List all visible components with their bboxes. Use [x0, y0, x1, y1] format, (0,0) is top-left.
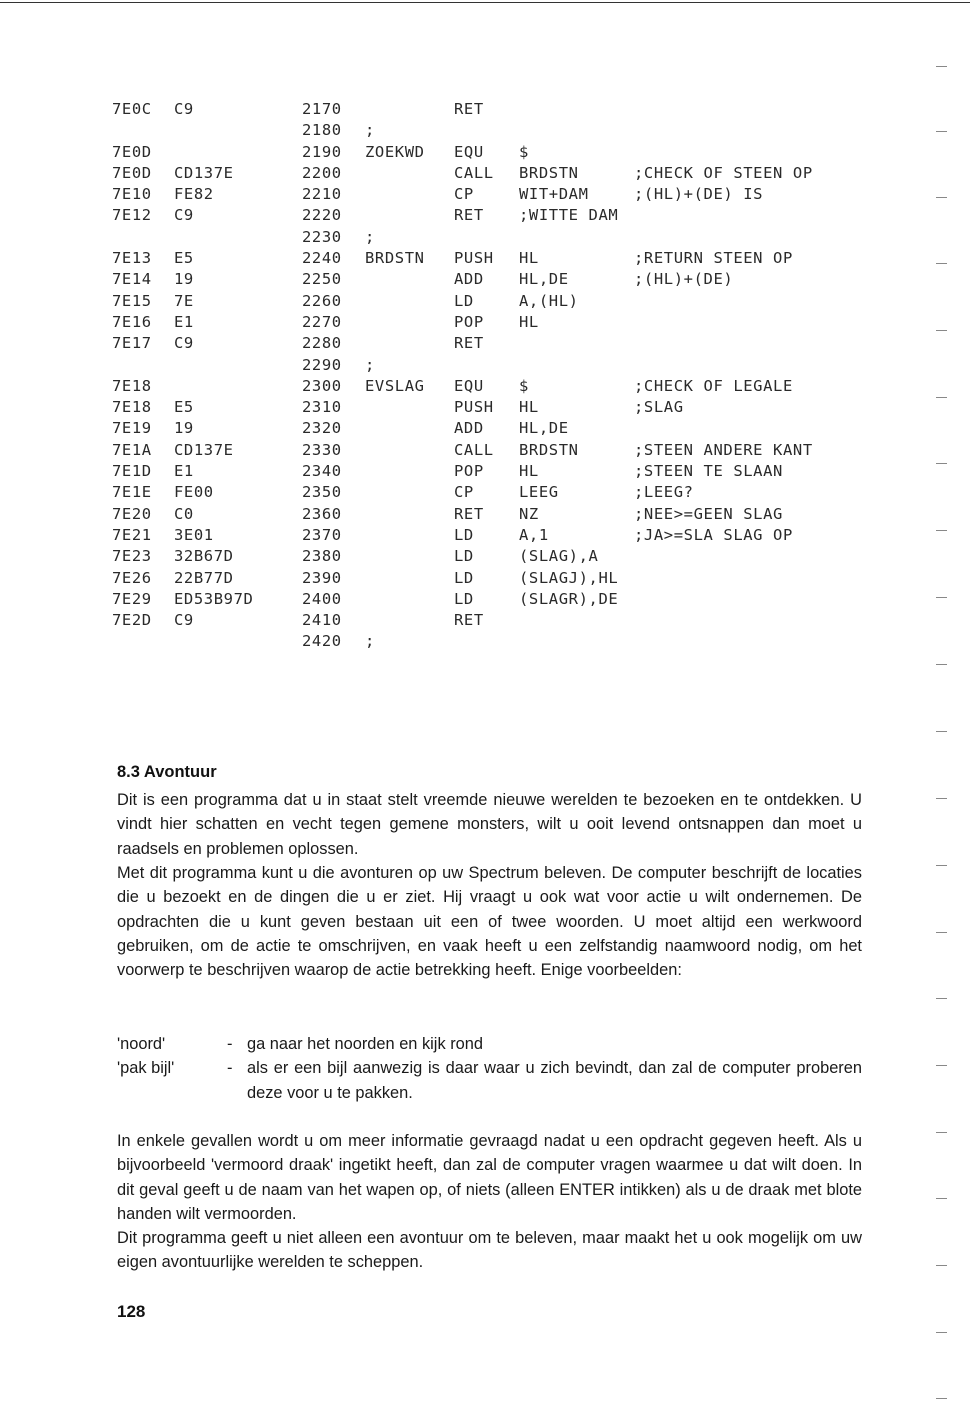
code-comment: ;SLAG: [634, 398, 684, 417]
code-line: [112, 462, 872, 483]
code-bytes: C9: [174, 206, 194, 225]
code-address: 7E1D: [112, 462, 152, 481]
code-bytes: C9: [174, 334, 194, 353]
code-bytes: 19: [174, 419, 194, 438]
code-line-number: 2380: [302, 547, 342, 566]
code-opcode: LD: [454, 589, 474, 608]
code-label: ZOEKWD: [365, 142, 425, 161]
code-line-number: 2320: [302, 419, 342, 438]
code-line-number: 2300: [302, 376, 342, 395]
example-command: 'noord': [117, 1035, 166, 1053]
code-line-number: 2310: [302, 398, 342, 417]
code-operand: HL: [519, 462, 539, 481]
code-opcode: EQU: [454, 142, 484, 161]
code-bytes: 22B77D: [174, 568, 234, 587]
examples-list: [117, 1032, 862, 1105]
code-address: 7E19: [112, 419, 152, 438]
code-line: [112, 121, 872, 142]
code-line: [112, 377, 872, 398]
code-line: [112, 483, 872, 504]
code-operand: A,(HL): [519, 291, 579, 310]
code-address: 7E18: [112, 376, 152, 395]
code-line: [112, 569, 872, 590]
code-operand: (SLAGR),DE: [519, 589, 619, 608]
example-item: [117, 1032, 862, 1056]
code-operand: ;WITTE DAM: [519, 206, 619, 225]
example-description: als er een bijl aanwezig is daar waar u zich bevindt, dan zal de computer proberen deze voor u te pakken.: [247, 1059, 862, 1102]
paragraph-commands: Met dit programma kunt u die avonturen op uw Spectrum beleven. De computer beschrijft de locaties die u bezoekt en de dingen die u er ziet. Hij vraagt u ook wat voor actie u wilt ondernemen. De opdrachten die u kunt geven bestaan uit een of twee woorden. U moet altijd een werkwoord gebruiken, om de actie te omschrijven, en vaak heeft u een zelfstandig naamwoord nodig, om het voorwerp te beschrijven waarop de actie betrekking heeft. Enige voorbeelden:: [117, 864, 862, 980]
code-bytes: 19: [174, 270, 194, 289]
code-address: 7E18: [112, 398, 152, 417]
code-bytes: 3E01: [174, 525, 214, 544]
code-line-number: 2210: [302, 185, 342, 204]
code-address: 7E29: [112, 589, 152, 608]
code-bytes: E1: [174, 462, 194, 481]
code-line: [112, 356, 872, 377]
code-opcode: LD: [454, 568, 474, 587]
code-address: 7E12: [112, 206, 152, 225]
code-opcode: LD: [454, 291, 474, 310]
code-line: [112, 270, 872, 291]
paragraph-intro: Dit is een programma dat u in staat stelt vreemde nieuwe werelden te bezoeken en te ontdekken. U vindt hier schatten en vecht tegen gemene monsters, wilt u ooit levend ontsnappen dan moet u raadsels en problemen oplossen.: [117, 791, 862, 858]
code-bytes: C0: [174, 504, 194, 523]
code-opcode: POP: [454, 462, 484, 481]
code-address: 7E21: [112, 525, 152, 544]
code-line: [112, 547, 872, 568]
code-bytes: 32B67D: [174, 547, 234, 566]
code-line: [112, 398, 872, 419]
code-label: BRDSTN: [365, 249, 425, 268]
example-dash: -: [227, 1059, 233, 1078]
code-address: 7E1E: [112, 483, 152, 502]
code-opcode: LD: [454, 547, 474, 566]
code-operand: BRDSTN: [519, 440, 579, 459]
code-comment: ;(HL)+(DE) IS: [634, 185, 764, 204]
code-bytes: CD137E: [174, 440, 234, 459]
code-address: 7E2D: [112, 611, 152, 630]
paragraph-more-info: In enkele gevallen wordt u om meer informatie gevraagd nadat u een opdracht gegeven heeft. Als u bijvoorbeeld 'vermoord draak' ingetikt heeft, dan zal de computer vragen waarmee u dat wilt doen. In dit geval geeft u de naam van het wapen op, of niets (alleen ENTER intikken) als u de draak met blote handen wilt vermoorden.: [117, 1132, 862, 1223]
code-bytes: E5: [174, 249, 194, 268]
code-opcode: ADD: [454, 270, 484, 289]
code-opcode: RET: [454, 611, 484, 630]
code-line-number: 2270: [302, 312, 342, 331]
code-operand: HL,DE: [519, 419, 569, 438]
code-opcode: RET: [454, 504, 484, 523]
code-address: 7E23: [112, 547, 152, 566]
code-bytes: E5: [174, 398, 194, 417]
example-dash: -: [227, 1035, 233, 1053]
code-address: 7E10: [112, 185, 152, 204]
code-comment: ;(HL)+(DE): [634, 270, 734, 289]
code-line-number: 2410: [302, 611, 342, 630]
code-address: 7E20: [112, 504, 152, 523]
code-opcode: EQU: [454, 376, 484, 395]
code-line-number: 2250: [302, 270, 342, 289]
code-opcode: ADD: [454, 419, 484, 438]
code-line-number: 2280: [302, 334, 342, 353]
code-operand: LEEG: [519, 483, 559, 502]
code-line-number: 2240: [302, 249, 342, 268]
code-line-number: 2180: [302, 121, 342, 140]
code-line: [112, 441, 872, 462]
code-line-number: 2190: [302, 142, 342, 161]
code-opcode: RET: [454, 334, 484, 353]
code-comment: ;STEEN TE SLAAN: [634, 462, 783, 481]
code-operand: $: [519, 376, 529, 395]
code-operand: HL: [519, 312, 539, 331]
code-operand: (SLAG),A: [519, 547, 599, 566]
section-heading: 8.3 Avontuur: [117, 763, 217, 781]
code-operand: A,1: [519, 525, 549, 544]
code-line: [112, 100, 872, 121]
code-operand: $: [519, 142, 529, 161]
code-line: [112, 419, 872, 440]
code-line: [112, 590, 872, 611]
code-comment: ;STEEN ANDERE KANT: [634, 440, 813, 459]
code-operand: BRDSTN: [519, 163, 579, 182]
code-label: ;: [365, 355, 375, 374]
code-comment: ;NEE>=GEEN SLAG: [634, 504, 783, 523]
code-line: [112, 249, 872, 270]
code-comment: ;CHECK OF LEGALE: [634, 376, 793, 395]
code-line-number: 2230: [302, 227, 342, 246]
code-line-number: 2260: [302, 291, 342, 310]
code-line-number: 2350: [302, 483, 342, 502]
paragraph-own-worlds: Dit programma geeft u niet alleen een avontuur om te beleven, maar maakt het u ook mogelijk om uw eigen avontuurlijke werelden te scheppen.: [117, 1229, 862, 1272]
code-line: [112, 164, 872, 185]
code-operand: HL: [519, 398, 539, 417]
code-opcode: RET: [454, 206, 484, 225]
code-line: [112, 185, 872, 206]
code-bytes: C9: [174, 611, 194, 630]
code-line-number: 2420: [302, 632, 342, 651]
code-opcode: CP: [454, 483, 474, 502]
code-line-number: 2400: [302, 589, 342, 608]
code-line-number: 2340: [302, 462, 342, 481]
code-address: 7E1A: [112, 440, 152, 459]
code-opcode: CALL: [454, 440, 494, 459]
code-line: [112, 143, 872, 164]
code-line: [112, 632, 872, 653]
code-bytes: CD137E: [174, 163, 234, 182]
code-bytes: C9: [174, 100, 194, 118]
code-label: ;: [365, 632, 375, 651]
code-opcode: CP: [454, 185, 474, 204]
code-line: [112, 526, 872, 547]
code-line-number: 2200: [302, 163, 342, 182]
code-comment: ;JA>=SLA SLAG OP: [634, 525, 793, 544]
code-bytes: FE82: [174, 185, 214, 204]
code-line-number: 2390: [302, 568, 342, 587]
code-operand: WIT+DAM: [519, 185, 589, 204]
code-operand: (SLAGJ),HL: [519, 568, 619, 587]
code-address: 7E15: [112, 291, 152, 310]
code-bytes: 7E: [174, 291, 194, 310]
example-description: ga naar het noorden en kijk rond: [247, 1035, 484, 1053]
code-line: [112, 334, 872, 355]
code-address: 7E0D: [112, 142, 152, 161]
code-opcode: RET: [454, 100, 484, 118]
page-top-rule: [0, 2, 970, 3]
code-operand: HL: [519, 249, 539, 268]
code-label: ;: [365, 227, 375, 246]
code-line: [112, 228, 872, 249]
code-label: EVSLAG: [365, 376, 425, 395]
code-line: [112, 292, 872, 313]
code-opcode: PUSH: [454, 398, 494, 417]
code-line: [112, 611, 872, 632]
code-address: 7E0D: [112, 163, 152, 182]
code-opcode: POP: [454, 312, 484, 331]
code-bytes: ED53B97D: [174, 589, 254, 608]
code-label: ;: [365, 121, 375, 140]
code-address: 7E26: [112, 568, 152, 587]
code-address: 7E13: [112, 249, 152, 268]
code-line-number: 2170: [302, 100, 342, 118]
code-line-number: 2360: [302, 504, 342, 523]
assembly-listing: [112, 100, 872, 654]
code-line-number: 2330: [302, 440, 342, 459]
code-operand: NZ: [519, 504, 539, 523]
example-command: 'pak bijl': [117, 1059, 175, 1078]
margin-tick-marks: [936, 0, 956, 1421]
code-line: [112, 505, 872, 526]
code-line-number: 2220: [302, 206, 342, 225]
code-line-number: 2370: [302, 525, 342, 544]
code-bytes: FE00: [174, 483, 214, 502]
code-address: 7E0C: [112, 100, 152, 118]
code-line: [112, 313, 872, 334]
code-line-number: 2290: [302, 355, 342, 374]
page-number: 128: [117, 1302, 146, 1321]
code-opcode: LD: [454, 525, 474, 544]
code-bytes: E1: [174, 312, 194, 331]
code-line: [112, 206, 872, 227]
code-address: 7E14: [112, 270, 152, 289]
code-operand: HL,DE: [519, 270, 569, 289]
code-comment: ;CHECK OF STEEN OP: [634, 163, 813, 182]
code-opcode: PUSH: [454, 249, 494, 268]
code-opcode: CALL: [454, 163, 494, 182]
code-comment: ;LEEG?: [634, 483, 694, 502]
code-comment: ;RETURN STEEN OP: [634, 249, 793, 268]
example-item: [117, 1056, 862, 1105]
code-address: 7E17: [112, 334, 152, 353]
code-address: 7E16: [112, 312, 152, 331]
